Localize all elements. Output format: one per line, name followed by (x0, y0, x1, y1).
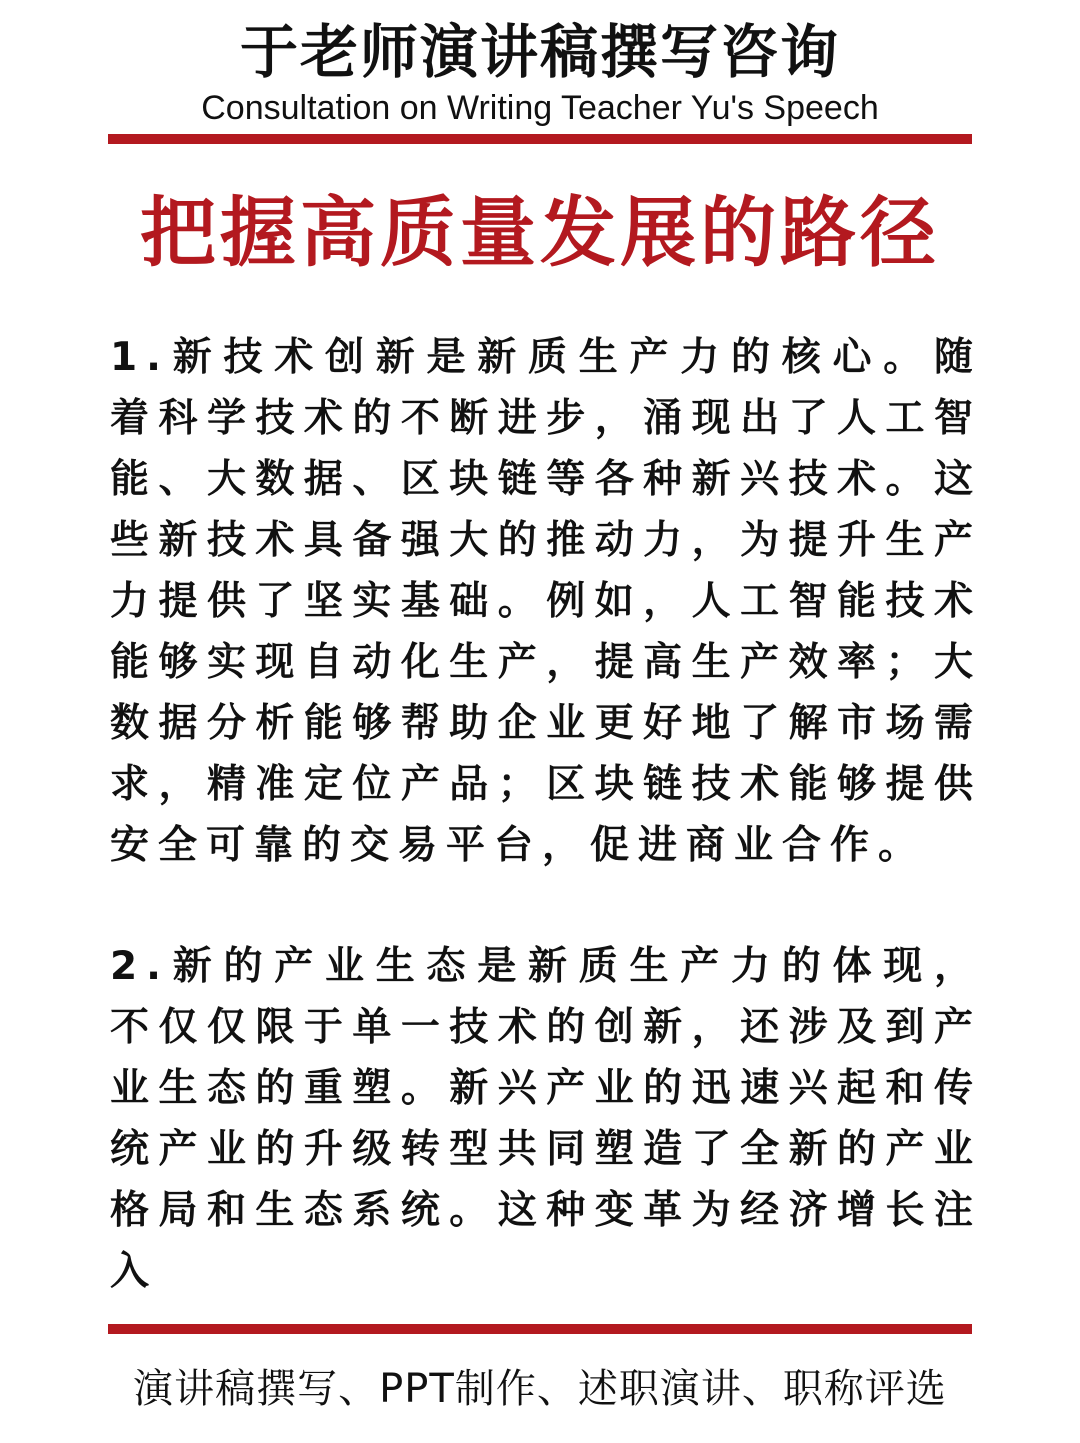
bottom-divider (108, 1324, 972, 1334)
page-title: 把握高质量发展的路径 (140, 188, 940, 277)
header-subtitle: Consultation on Writing Teacher Yu's Speech (201, 89, 879, 127)
header-title: 于老师演讲稿撰写咨询 (239, 18, 840, 86)
paragraph-2: 2.新的产业生态是新质生产力的体现，不仅仅限于单一技术的创新，还涉及到产业生态的重塑。新兴产业的迅速兴起和传统产业的升级转型共同塑造了全新的产业格局和生态系统。这种变革为经济增长注入 (110, 944, 982, 1294)
paragraph-1: 1.新技术创新是新质生产力的核心。随着科学技术的不断进步，涌现出了人工智能、大数据、区块链等各种新兴技术。这些新技术具备强大的推动力，为提升生产力提供了坚实基础。例如，人工智能技术能够实现自动化生产，提高生产效率；大数据分析能够帮助企业更好地了解市场需求，精准定位产品；区块链技术能够提供安全可靠的交易平台，促进商业合作。 (110, 335, 982, 868)
top-divider (108, 134, 972, 144)
footer-services: 演讲稿撰写、PPT制作、述职演讲、职称评选 (133, 1366, 947, 1412)
